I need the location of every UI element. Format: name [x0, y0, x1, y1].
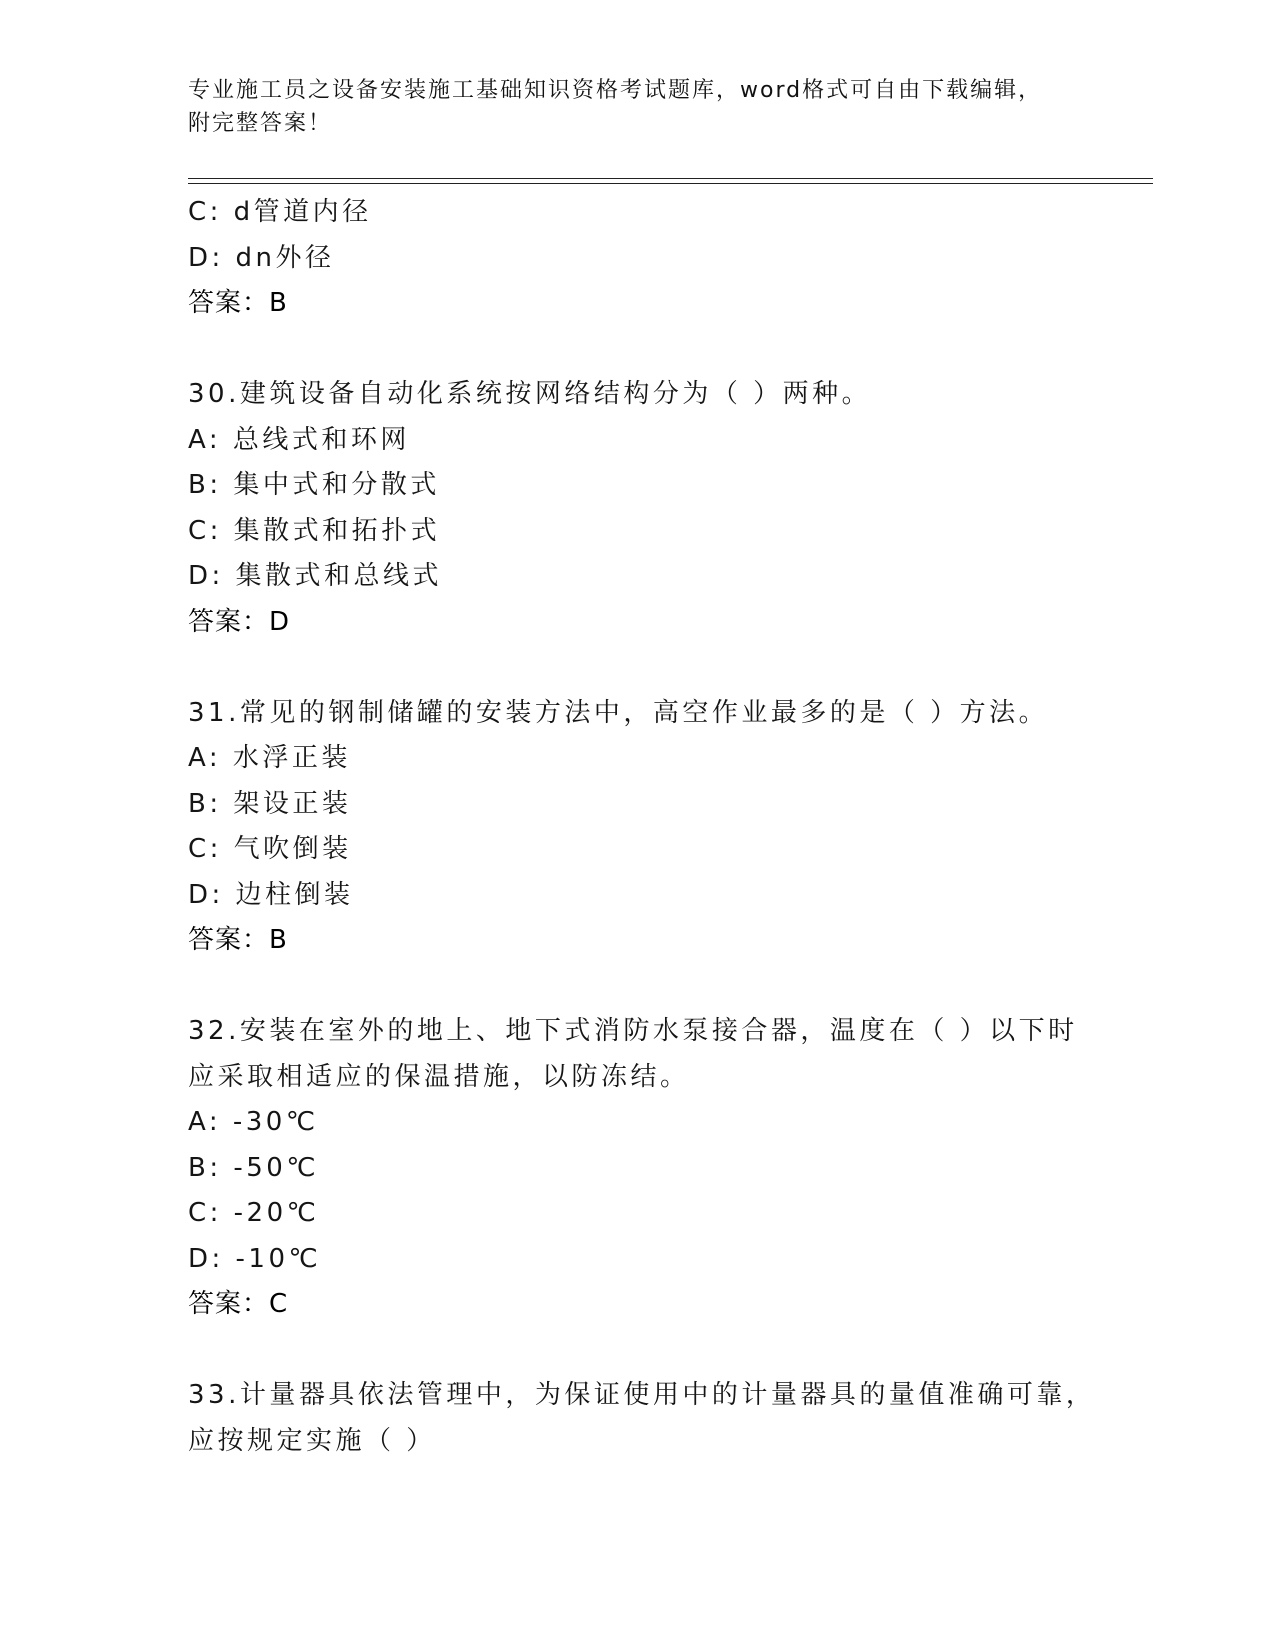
- option-d: D: 边柱倒装: [188, 879, 354, 910]
- option-d: D: -10℃: [188, 1243, 322, 1274]
- option-c: C: d管道内径: [188, 197, 372, 227]
- answer-label: 答案：B: [188, 288, 288, 318]
- question-list: [188, 190, 1096, 1464]
- document-header: [188, 74, 1068, 140]
- question-30: [188, 372, 1078, 645]
- answer-label: 答案：B: [188, 925, 288, 955]
- question-stem-line-2: 应采取相适应的保温措施，以防冻结。: [188, 1061, 690, 1092]
- header-title-line-2: 附完整答案！: [188, 111, 333, 136]
- spacer: [188, 964, 1078, 1010]
- question-32: [188, 1009, 1078, 1328]
- option-d: D: dn外径: [188, 242, 335, 273]
- header-title-line-1: 专业施工员之设备安装施工基础知识资格考试题库，word格式可自由下载编辑，: [188, 78, 1043, 103]
- option-c: C: 气吹倒装: [188, 834, 352, 864]
- header-divider-bottom: [188, 183, 1153, 184]
- question-stem-line-2: 应按规定实施（ ）: [188, 1425, 436, 1456]
- answer-label: 答案：C: [188, 1289, 289, 1319]
- question-stem: 31.常见的钢制储罐的安装方法中，高空作业最多的是（ ）方法。: [188, 697, 1049, 728]
- option-d: D: 集散式和总线式: [188, 561, 443, 591]
- question-stem: 30.建筑设备自动化系统按网络结构分为（ ）两种。: [188, 379, 872, 409]
- option-a: A: 水浮正装: [188, 743, 351, 773]
- question-stem-line-1: 33.计量器具依法管理中，为保证使用中的计量器具的量值准确可靠，: [188, 1380, 1096, 1410]
- question-stem-line-1: 32.安装在室外的地上、地下式消防水泵接合器，温度在（ ）以下时: [188, 1016, 1078, 1046]
- header-divider-top: [188, 178, 1153, 179]
- option-c: C: 集散式和拓扑式: [188, 515, 441, 546]
- question-29-continuation: [188, 190, 1078, 327]
- option-c: C: -20℃: [188, 1198, 320, 1228]
- question-33: [188, 1373, 1096, 1464]
- answer-label: 答案：D: [188, 606, 291, 637]
- question-31: [188, 691, 1078, 964]
- spacer: [188, 327, 1078, 373]
- spacer: [188, 1328, 1078, 1374]
- option-b: B: 集中式和分散式: [188, 470, 440, 500]
- option-a: A: -30℃: [188, 1107, 319, 1137]
- option-b: B: 架设正装: [188, 788, 352, 819]
- spacer: [188, 645, 1078, 691]
- option-b: B: -50℃: [188, 1152, 320, 1183]
- option-a: A: 总线式和环网: [188, 424, 410, 455]
